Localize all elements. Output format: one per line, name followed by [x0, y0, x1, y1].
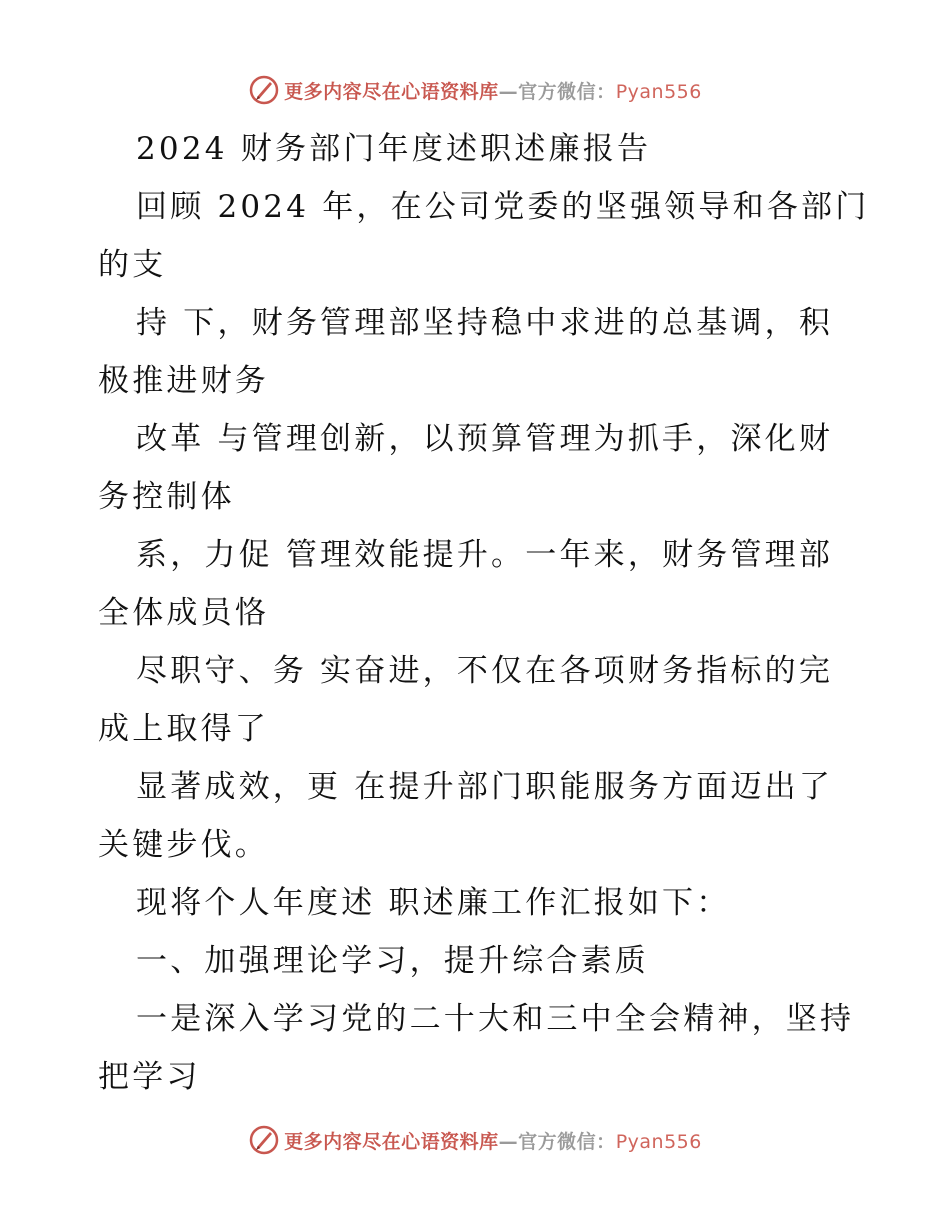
- text-line: 把学习: [98, 1059, 201, 1095]
- watermark-secondary: 官方微信：: [518, 1130, 616, 1153]
- text-line: 一是深入学习党的二十大和三中全会精神，坚持: [136, 1001, 855, 1037]
- text-line: 成上取得了: [98, 711, 269, 747]
- watermark-primary: 更多内容尽在心语资料库: [284, 1130, 499, 1153]
- text-line: 回顾 2024 年，在公司党委的坚强领导和各部门: [136, 189, 870, 225]
- text-line: 务控制体: [98, 479, 235, 515]
- footer-watermark: [0, 1120, 950, 1160]
- document-body: [98, 120, 870, 1106]
- watermark-wechat-id: Pyan556: [615, 1130, 702, 1153]
- text-line: 2024 财务部门年度述职述廉报告: [136, 131, 652, 167]
- quill-pen-logo-icon: [248, 1124, 280, 1156]
- watermark-text: [284, 77, 702, 104]
- text-line: 关键步伐。: [98, 827, 269, 863]
- watermark-dash: —: [498, 1130, 519, 1153]
- text-line: 持 下，财务管理部坚持稳中求进的总基调，积: [136, 305, 834, 341]
- text-line: 的支: [98, 247, 167, 283]
- text-line: 一、加强理论学习，提升综合素质: [136, 943, 649, 979]
- text-line: 系，力促 管理效能提升。一年来，财务管理部: [136, 537, 834, 573]
- watermark-primary: 更多内容尽在心语资料库: [284, 80, 499, 103]
- watermark-secondary: 官方微信：: [518, 80, 616, 103]
- text-line: 现将个人年度述 职述廉工作汇报如下：: [136, 885, 731, 921]
- text-line: 改革 与管理创新，以预算管理为抓手，深化财: [136, 421, 834, 457]
- text-line: 极推进财务: [98, 363, 269, 399]
- header-watermark: [0, 70, 950, 110]
- watermark-text: [284, 1127, 702, 1154]
- watermark-wechat-id: Pyan556: [615, 80, 702, 103]
- text-line: 全体成员恪: [98, 595, 269, 631]
- watermark-dash: —: [498, 80, 519, 103]
- quill-pen-logo-icon: [248, 74, 280, 106]
- text-line: 尽职守、务 实奋进，不仅在各项财务指标的完: [136, 653, 834, 689]
- text-line: 显著成效，更 在提升部门职能服务方面迈出了: [136, 769, 834, 805]
